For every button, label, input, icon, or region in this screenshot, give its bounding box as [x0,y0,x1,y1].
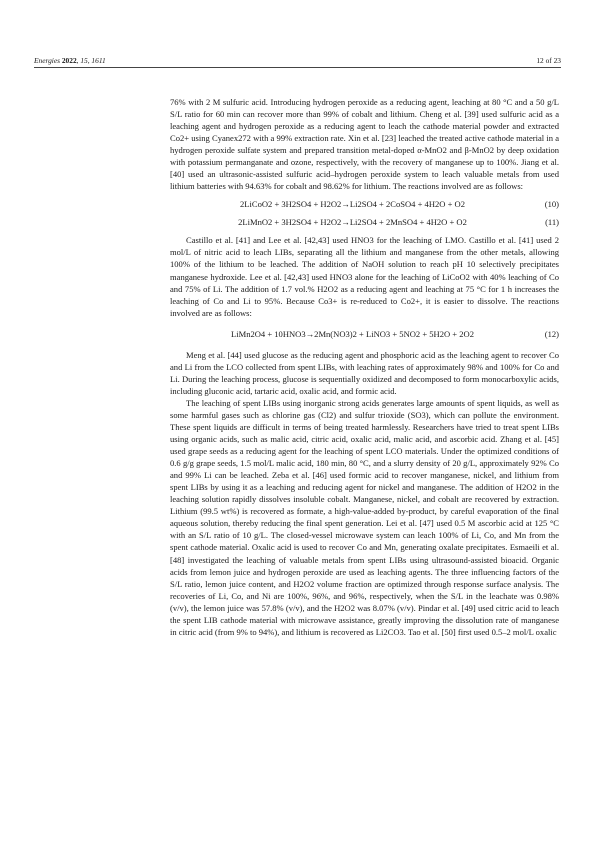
equation-number: (11) [545,217,559,228]
page-number: 12 of 23 [536,56,561,65]
journal-citation: Energies 2022, 15, 1611 [34,56,106,65]
equation-number: (12) [544,328,559,339]
equation-11 [170,216,559,228]
body-text [170,96,559,638]
equation-12 [170,328,559,340]
equation-10 [170,198,559,210]
equation-formula: LiMn2O4 + 10HNO3→2Mn(NO3)2 + LiNO3 + 5NO2 + 5H2O + 2O2 [231,328,474,339]
paragraph-2: Castillo et al. [41] and Lee et al. [42,43] used HNO3 for the leaching of LMO. Castillo et al. [41] used 2 mol/L of nitric acid to leach LIBs, separating all the lithium and manganese from the other metals, allowing 100% of the lithium to be leached. The addition of NaOH solution to reach pH 10 selectively precipitates manganese hydroxide. Lee et al. [42,43] used HNO3 alone for the leaching of LiCoO2 with 40% leaching of Co and 75% of Li. The addition of 1.7 vol.% H2O2 as a reducing agent and leaching at 75 °C for 1 h increases the leaching of Co and Li to 95%. Because Co3+ is re-reduced to Co2+, it is easier to dissolve. The reactions involved are as follows: [170,235,559,318]
paragraph-3: Meng et al. [44] used glucose as the reducing agent and phosphoric acid as the leaching agent to recover Co and Li from the LCO collected from spent LIBs, with leaching rates of approximately 98% and 100% for Co and Li. During the leaching process, glucose is sequentially oxidized and decomposed to form monocarboxylic acids, including gluconic acid, tartaric acid, oxalic acid, and formic acid. [170,349,559,396]
paragraph-4: The leaching of spent LIBs using inorganic strong acids generates large amounts of spent liquids, as well as some harmful gases such as chlorine gas (Cl2) and sulfur trioxide (SO3), which can pollute the environment. These spent liquids are difficult in terms of being treated harmlessly. Researchers have tried to treat spent LIBs using organic acids, such as malic acid, citric acid, oxalic acid, malic acid, and ascorbic acid. Zhang et al. [45] used grape seeds as a reducing agent for the leaching of spent LCO materials. Under the optimized conditions of 0.6 g/g grape seeds, 1.5 mol/L malic acid, 180 min, 80 °C, and a slurry density of 20 g/L, approximately 92% Co and 99% Li can be leached. Zeba et al. [46] used formic acid to recover manganese, nickel, and lithium from spent LIBs by using it as a leaching and reducing agent for nickel and manganese. The addition of H2O2 in the leaching solution rapidly dissolves insoluble cobalt. Manganese, nickel, and cobalt are recovered by extraction. Lithium (99.5 wt%) is recovered as formate, a high-value-added by-product, by careful evaporation of the final aqueous solution, thereby reducing the final spent generation. Lei et al. [47] used 0.5 M ascorbic acid at 125 °C with an S/L ratio of 10 g/L. The closed-vessel microwave system can leach 100% of Li, Co, and Mn from the spent cathode material. Oxalic acid is used to recover Co and Mn, generating oxalate precipitates. Esmaeili et al. [48] investigated the leaching of valuable metals from spent LIBs using ultrasound-assisted bioacid. Organic acids from lemon juice and hydrogen peroxide are used as leaching agents. The three influencing factors of the S/L ratio, lemon juice content, and H2O2 volume fraction are optimized through response surface analysis. The recoveries of Li, Co, and Ni are 100%, 96%, and 96%, respectively, when the S/L in the leachate was 0.98% (v/v), the lemon juice was 57.8% (v/v), and the H2O2 was 8.07% (v/v). Pindar et al. [49] used citric acid to leach the spent LIB cathode material with microwave assistance, greatly improving the dissolution rate of manganese in citric acid (from 9% to 94%), and lithium is recovered as Li2CO3. Tao et al. [50] first used 0.5–2 mol/L oxalic [170,397,559,637]
page-header [34,56,561,68]
paragraph-1: 76% with 2 M sulfuric acid. Introducing hydrogen peroxide as a reducing agent, leaching at 80 °C and a 50 g/L S/L ratio for 60 min can recover more than 99% of cobalt and lithium. Cheng et al. [39] used sulfuric acid as a leaching agent and hydrogen peroxide as a reducing agent to leach the cathode material powder and extracted Co2+ using Cyanex272 with a 99% extraction rate. Xin et al. [23] leached the treated active cathode material in a hydrogen peroxide sulfate system and prepared transition metal-doped α-MnO2 and β-MnO2 by deep oxidation with potassium permanganate and ozone, respectively, with the recovery of manganese up to 100%. Jiang et al. [40] used an ultrasonic-assisted sulfuric acid–hydrogen peroxide system to leach valuable metals from used lithium batteries with 94.63% for cobalt and 98.62% for lithium. The reactions involved are as follows: [170,97,559,192]
equation-number: (10) [544,199,559,210]
equation-formula: 2LiCoO2 + 3H2SO4 + H2O2→Li2SO4 + 2CoSO4 + 4H2O + O2 [240,199,465,210]
equation-formula: 2LiMnO2 + 3H2SO4 + H2O2→Li2SO4 + 2MnSO4 + 4H2O + O2 [238,217,467,228]
